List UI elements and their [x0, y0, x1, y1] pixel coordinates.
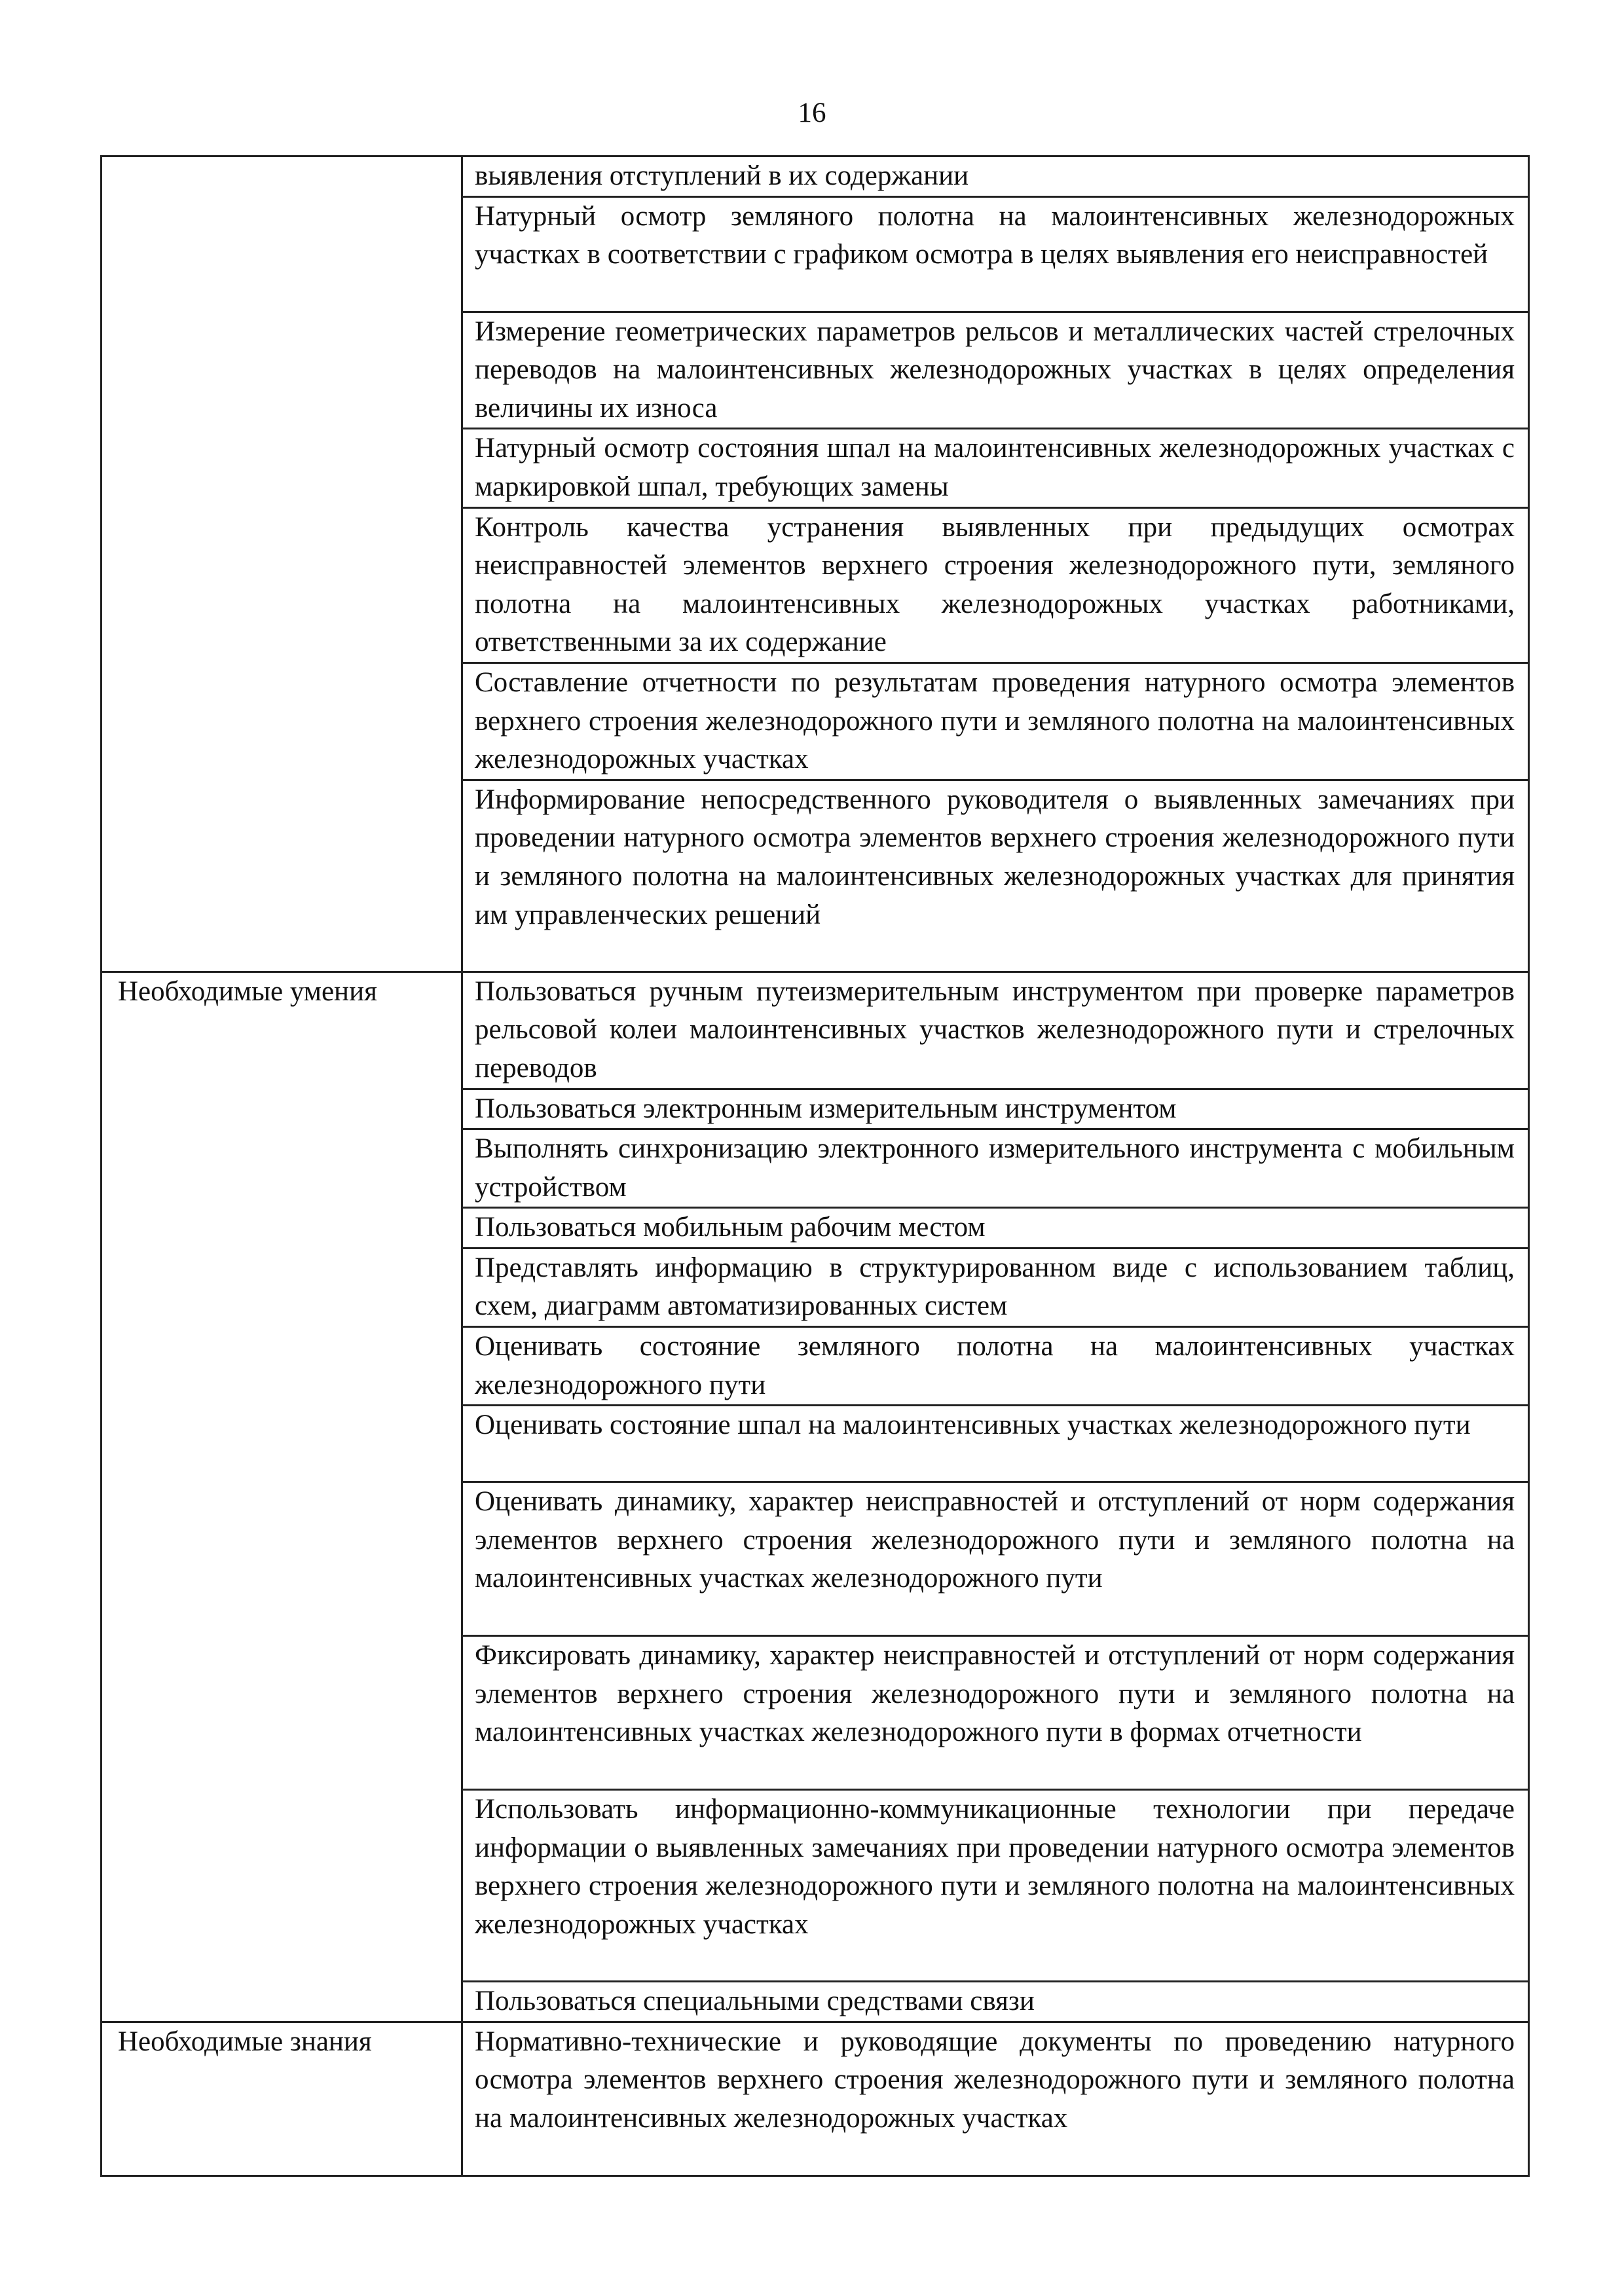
row-label [101, 312, 462, 429]
row-text: выявления отступлений в их содержании [462, 156, 1529, 197]
row-text: Составление отчетности по результатам проведения натурного осмотра элементов верхнего строения железнодорожного пути и земляного полотна на малоинтенсивных железнодорожных участках [462, 663, 1529, 780]
table-row [101, 1790, 1529, 1982]
row-label [101, 663, 462, 780]
table-row [101, 1089, 1529, 1129]
row-label [101, 156, 462, 197]
row-label [101, 1327, 462, 1406]
row-text: Оценивать динамику, характер неисправностей и отступлений от норм содержания элементов верхнего строения железнодорожного пути и земляного полотна на малоинтенсивных участках железнодорожного пути [462, 1482, 1529, 1636]
row-label [101, 1248, 462, 1326]
table-row [101, 1248, 1529, 1326]
row-label [101, 196, 462, 312]
row-text: Контроль качества устранения выявленных при предыдущих осмотрах неисправностей элементов верхнего строения железнодорожного пути, земляного полотна на малоинтенсивных железнодорожных участках работниками, ответственными за их содержание [462, 507, 1529, 663]
table-row [101, 1327, 1529, 1406]
row-label [101, 1129, 462, 1208]
row-label [101, 1982, 462, 2022]
row-text: Пользоваться специальными средствами связи [462, 1982, 1529, 2022]
row-label [101, 1208, 462, 1248]
table-row [101, 196, 1529, 312]
row-text: Фиксировать динамику, характер неисправностей и отступлений от норм содержания элементов верхнего строения железнодорожного пути и земляного полотна на малоинтенсивных участках железнодорожного пути в формах отчетности [462, 1636, 1529, 1790]
table-row [101, 312, 1529, 429]
requirements-table [100, 155, 1530, 2177]
row-label [101, 1406, 462, 1482]
table-row [101, 1636, 1529, 1790]
table-row [101, 663, 1529, 780]
row-text: Использовать информационно-коммуникационные технологии при передаче информации о выявленных замечаниях при проведении натурного осмотра элементов верхнего строения железнодорожного пути и земляного полотна на малоинтенсивных железнодорожных участках [462, 1790, 1529, 1982]
table-row [101, 156, 1529, 197]
row-text: Пользоваться мобильным рабочим местом [462, 1208, 1529, 1248]
row-text: Натурный осмотр состояния шпал на малоинтенсивных железнодорожных участках с маркировкой шпал, требующих замены [462, 429, 1529, 507]
row-label [101, 1636, 462, 1790]
table-row [101, 1208, 1529, 1248]
table-row [101, 1982, 1529, 2022]
table-row [101, 972, 1529, 1089]
row-text: Оценивать состояние земляного полотна на малоинтенсивных участках железнодорожного пути [462, 1327, 1529, 1406]
row-text: Пользоваться электронным измерительным инструментом [462, 1089, 1529, 1129]
row-text: Информирование непосредственного руководителя о выявленных замечаниях при проведении натурного осмотра элементов верхнего строения железнодорожного пути и земляного полотна на малоинтенсивных железнодорожных участках для принятия им управленческих решений [462, 780, 1529, 972]
row-label [101, 1482, 462, 1636]
row-text: Измерение геометрических параметров рельсов и металлических частей стрелочных переводов на малоинтенсивных железнодорожных участках в целях определения величины их износа [462, 312, 1529, 429]
row-label [101, 780, 462, 972]
row-label [101, 507, 462, 663]
page-number: 16 [798, 98, 826, 128]
row-text: Нормативно-технические и руководящие документы по проведению натурного осмотра элементов верхнего строения железнодорожного пути и земляного полотна на малоинтенсивных железнодорожных участках [462, 2022, 1529, 2176]
row-label: Необходимые знания [101, 2022, 462, 2176]
row-text: Выполнять синхронизацию электронного измерительного инструмента с мобильным устройством [462, 1129, 1529, 1208]
table-row [101, 780, 1529, 972]
table-row [101, 507, 1529, 663]
row-text: Оценивать состояние шпал на малоинтенсивных участках железнодорожного пути [462, 1406, 1529, 1482]
table-row [101, 429, 1529, 507]
row-text: Пользоваться ручным путеизмерительным инструментом при проверке параметров рельсовой колеи малоинтенсивных участков железнодорожного пути и стрелочных переводов [462, 972, 1529, 1089]
table-row [101, 2022, 1529, 2176]
table-row [101, 1129, 1529, 1208]
row-text: Представлять информацию в структурированном виде с использованием таблиц, схем, диаграмм автоматизированных систем [462, 1248, 1529, 1326]
row-text: Натурный осмотр земляного полотна на малоинтенсивных железнодорожных участках в соответствии с графиком осмотра в целях выявления его неисправностей [462, 196, 1529, 312]
row-label [101, 429, 462, 507]
table-row [101, 1482, 1529, 1636]
row-label [101, 1790, 462, 1982]
row-label: Необходимые умения [101, 972, 462, 1089]
row-label [101, 1089, 462, 1129]
table-row [101, 1406, 1529, 1482]
